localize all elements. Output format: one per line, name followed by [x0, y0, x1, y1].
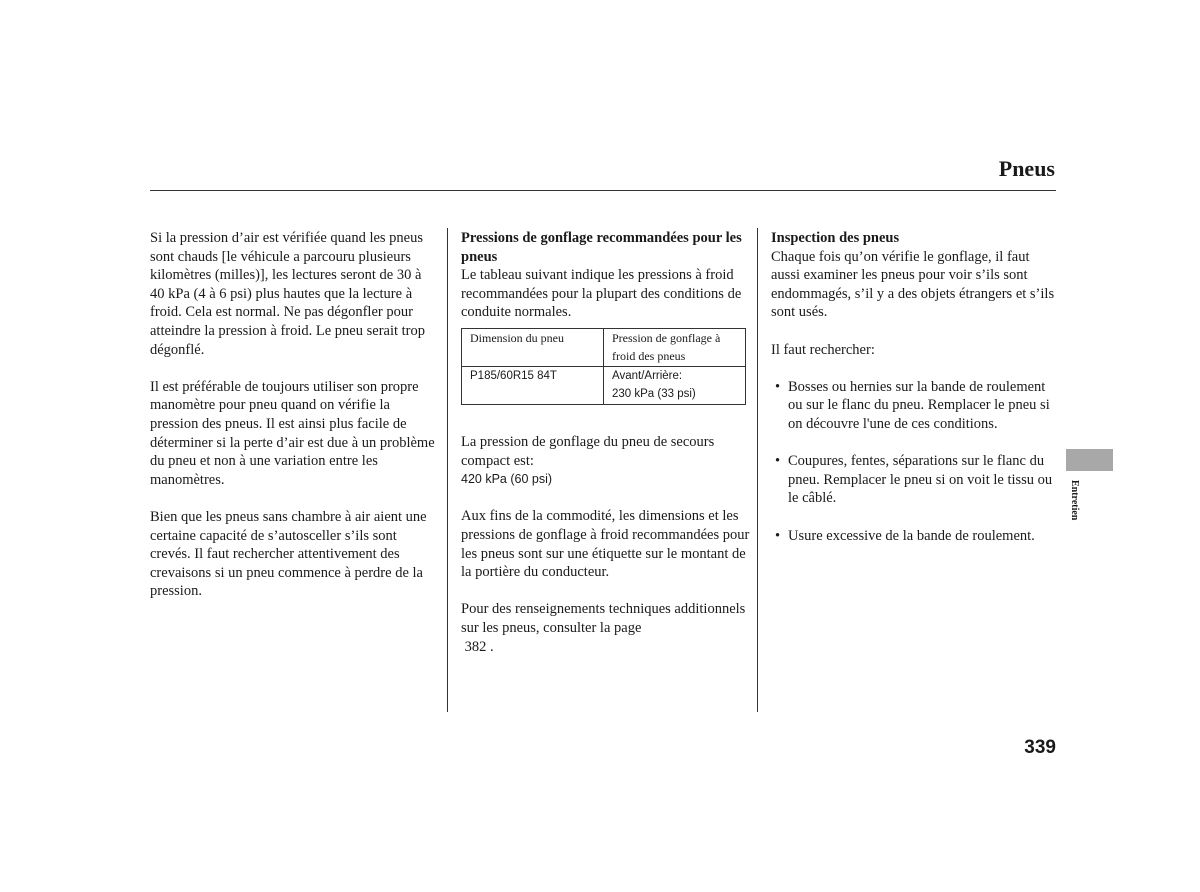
page-reference-link[interactable]: 382 [464, 638, 487, 655]
paragraph-intro: Chaque fois qu’on vérifie le gonflage, il faut aussi examiner les pneus pour voir s’ils sont endommagés, s’il y a des objets étrangers et s’ils sont usés. [771, 248, 1055, 321]
column-middle [461, 229, 751, 675]
paragraph-lead: Il faut rechercher: [771, 341, 875, 358]
table-cell-tire-size: P185/60R15 84T [462, 366, 604, 404]
section-tire-inspection [771, 229, 1061, 322]
list-item-text: Coupures, fentes, séparations sur le flanc du pneu. Remplacer le pneu si on voit le tissu ou le câblé. [788, 453, 1053, 507]
inspection-list [771, 378, 1061, 545]
paragraph-intro: Le tableau suivant indique les pressions à froid recommandées pour la plupart des conditions de conduite normales. [461, 267, 742, 321]
section-label: Entretien [1069, 480, 1080, 521]
table-cell-position: Avant/Arrière: [612, 369, 683, 382]
table-header-pressure: Pression de gonflage à froid des pneus [604, 328, 746, 366]
paragraph-tubeless-tires: Bien que les pneus sans chambre à air aient une certaine capacité de s’autosceller s’ils sont crevés. Il faut rechercher attentivement des crevaisons si un pneu commence à perdre de la pression. [150, 508, 427, 600]
list-item-text: Usure excessive de la bande de roulement. [788, 527, 1035, 544]
column-left [150, 229, 437, 619]
column-divider [757, 228, 758, 712]
list-item [771, 378, 1061, 434]
tire-pressure-table [461, 328, 746, 405]
more-info-end: . [490, 638, 494, 655]
paragraph-door-label: Aux fins de la commodité, les dimensions et les pressions de gonflage à froid recommandées pour les pneus sont sur une étiquette sur le montant de la portière du conducteur. [461, 508, 750, 581]
paragraph-spare-tire [461, 433, 751, 489]
section-heading: Inspection des pneus [771, 230, 900, 246]
bullet-icon: • [775, 527, 781, 544]
section-tab-marker [1066, 449, 1113, 471]
list-item [771, 452, 1061, 508]
column-divider [447, 228, 448, 712]
section-heading: Pressions de gonflage recommandées pour les pneus [461, 230, 742, 265]
column-right [771, 229, 1061, 564]
paragraph-more-info [461, 600, 751, 656]
paragraph-own-gauge: Il est préférable de toujours utiliser son propre manomètre pour pneu quand on vérifie la pression des pneus. Il est ainsi plus facile de déterminer si la perte d’air est due à un problème du pneu et non à une variation entre les manomètres. [150, 378, 435, 488]
page-number: 339 [1024, 737, 1056, 758]
table-header-size: Dimension du pneu [462, 328, 604, 366]
more-info-text: Pour des renseignements techniques additionnels sur les pneus, consulter la page [461, 601, 746, 636]
title-rule [150, 190, 1056, 191]
table-cell-pressure [604, 366, 746, 404]
table-cell-pressure-value: 230 kPa (33 psi) [612, 387, 696, 400]
page-title: Pneus [998, 156, 1055, 181]
paragraph-hot-tire-pressure: Si la pression d’air est vérifiée quand les pneus sont chauds [le véhicule a parcouru plusieurs kilomètres (milles)], les lectures seront de 30 à 40 kPa (4 à 6 psi) plus hautes que la lecture à froid. Cela est normal. Ne pas dégonfler pour atteindre la pression à froid. Le pneu serait trop dégonflé. [150, 230, 425, 358]
spare-tire-text: La pression de gonflage du pneu de secours compact est: [461, 433, 715, 469]
bullet-icon: • [775, 378, 781, 395]
section-recommended-pressures [461, 229, 751, 322]
spare-tire-pressure: 420 kPa (60 psi) [461, 472, 553, 487]
table-row [462, 366, 746, 404]
table-header-row [462, 328, 746, 366]
list-item [771, 527, 1061, 546]
list-item-text: Bosses ou hernies sur la bande de roulement ou sur le flanc du pneu. Remplacer le pneu si on découvre l'une de ces conditions. [788, 378, 1050, 432]
bullet-icon: • [775, 453, 781, 470]
